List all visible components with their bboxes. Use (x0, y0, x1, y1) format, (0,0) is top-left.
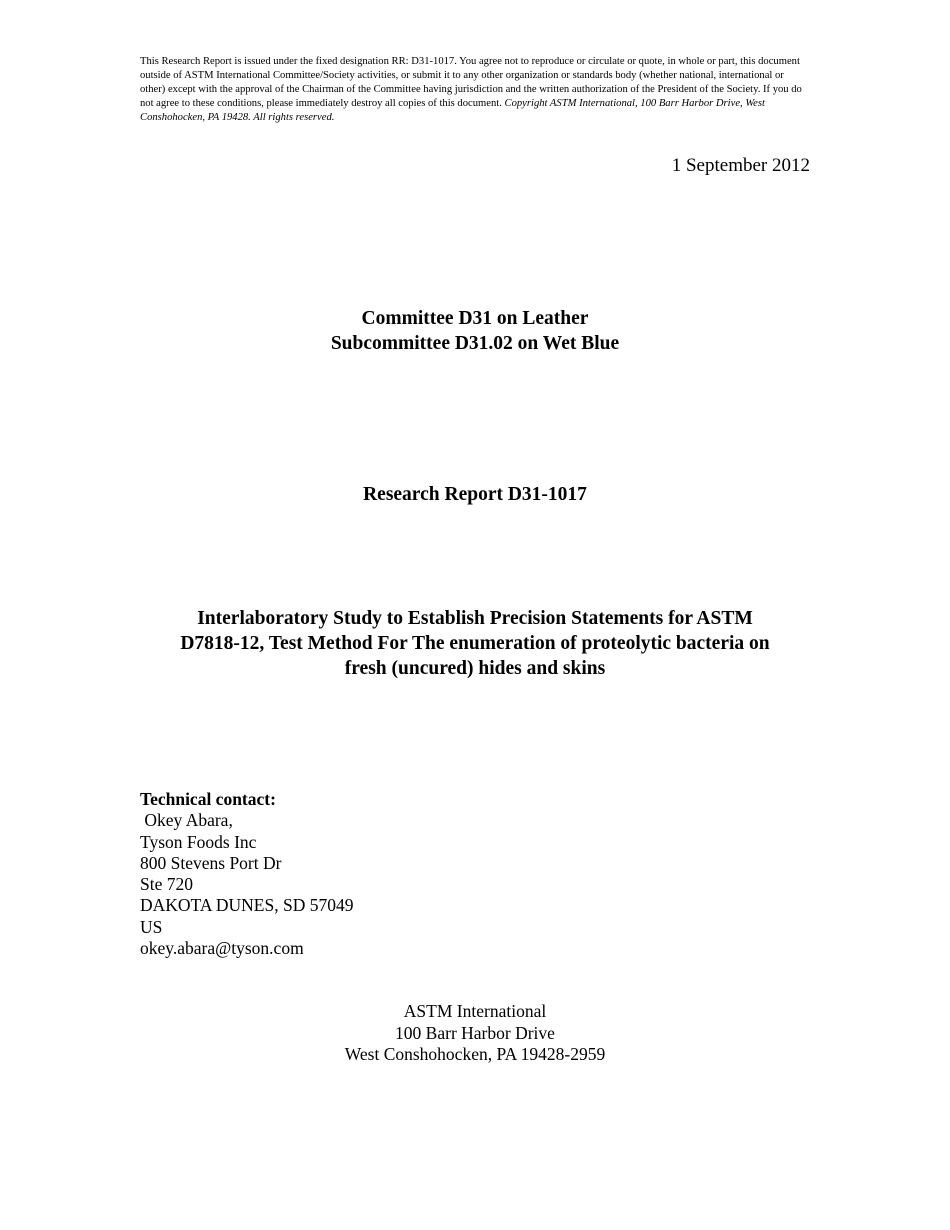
study-title-line-2: D7818-12, Test Method For The enumeration of proteolytic bacteria on (180, 633, 770, 654)
notice-copyright: Copyright ASTM International, 100 Barr Harbor Drive, West Conshohocken, PA 19428. All rights reserved. (140, 97, 765, 123)
report-date: 1 September 2012 (671, 155, 810, 176)
contact-country: US (140, 916, 163, 937)
subcommittee-name: Subcommittee D31.02 on Wet Blue (330, 333, 620, 354)
study-title-line-1: Interlaboratory Study to Establish Precision Statements for ASTM (197, 608, 753, 629)
contact-street: 800 Stevens Port Dr (140, 852, 282, 873)
report-title-text: Research Report D31-1017 (363, 484, 587, 505)
technical-contact (140, 789, 353, 959)
notice-text: This Research Report is issued under the fixed designation RR: D31-1017. You agree not to reproduce or circulate or quote, in whole or part, this document outside of ASTM International Committee/Society activities, or submit it to any other organization or standards body (whether national, international or other) except with the approval of the Chairman of the Committee having jurisdiction and the written authorization of the President of the Society. If you do not agree to these conditions, please immediately destroy all copies of this document. (140, 56, 802, 109)
astm-address (140, 1001, 810, 1066)
copyright-notice (140, 55, 810, 125)
study-title-line-3: fresh (uncured) hides and skins (344, 658, 606, 679)
committee-name: Committee D31 on Leather (361, 308, 589, 329)
study-title (140, 606, 810, 681)
contact-company: Tyson Foods Inc (140, 831, 257, 852)
astm-city: West Conshohocken, PA 19428-2959 (344, 1044, 606, 1064)
contact-email: okey.abara@tyson.com (140, 938, 304, 959)
contact-suite: Ste 720 (140, 874, 193, 895)
contact-city: DAKOTA DUNES, SD 57049 (140, 895, 354, 916)
contact-label: Technical contact: (140, 789, 276, 809)
contact-name: Okey Abara, (140, 810, 233, 831)
report-title (140, 482, 810, 507)
astm-street: 100 Barr Harbor Drive (395, 1022, 555, 1043)
astm-name: ASTM International (403, 1001, 547, 1021)
committee-heading (140, 306, 810, 356)
